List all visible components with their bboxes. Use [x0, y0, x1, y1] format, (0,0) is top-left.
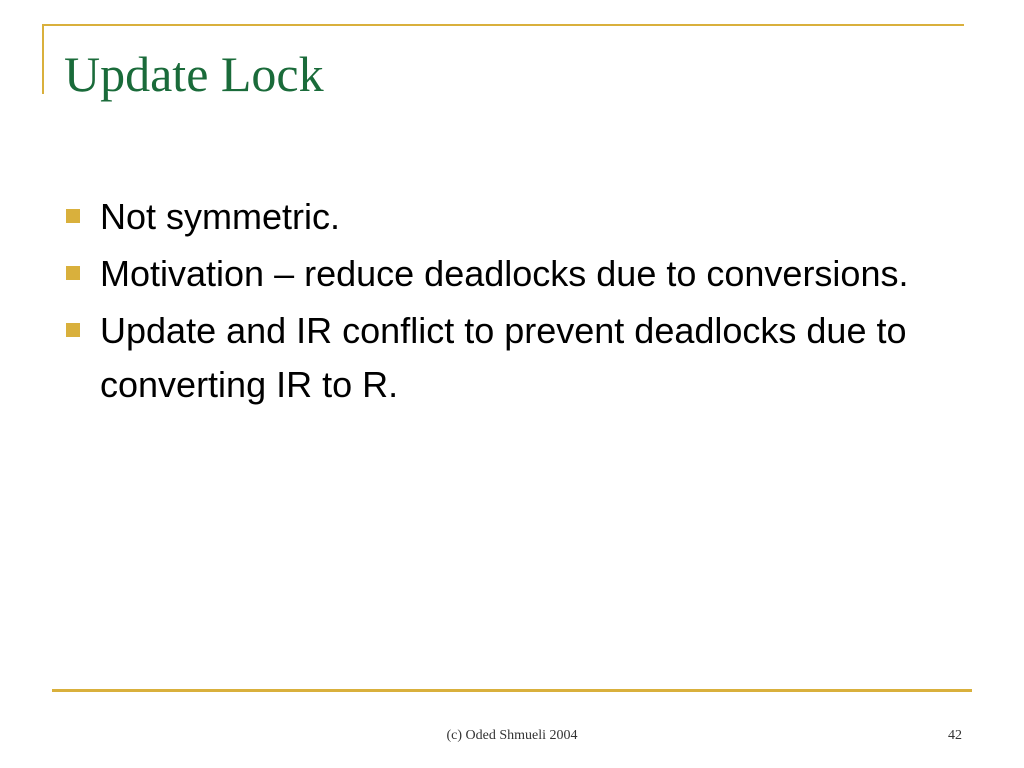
bullet-item [66, 190, 966, 244]
bullet-item [66, 247, 966, 301]
bullet-text: Update and IR conflict to prevent deadlocks due to converting IR to R. [100, 310, 907, 405]
frame-top-rule [42, 24, 964, 26]
bullet-item [66, 304, 966, 412]
square-bullet-icon [66, 209, 80, 223]
square-bullet-icon [66, 266, 80, 280]
square-bullet-icon [66, 323, 80, 337]
bullet-list [66, 190, 966, 415]
slide-title: Update Lock [64, 46, 324, 102]
page-number: 42 [948, 728, 962, 743]
footer-rule [52, 689, 972, 692]
bullet-text: Motivation – reduce deadlocks due to conversions. [100, 253, 909, 294]
footer-credit: (c) Oded Shmueli 2004 [446, 728, 578, 743]
frame-left-rule [42, 24, 44, 94]
bullet-text: Not symmetric. [100, 196, 341, 237]
